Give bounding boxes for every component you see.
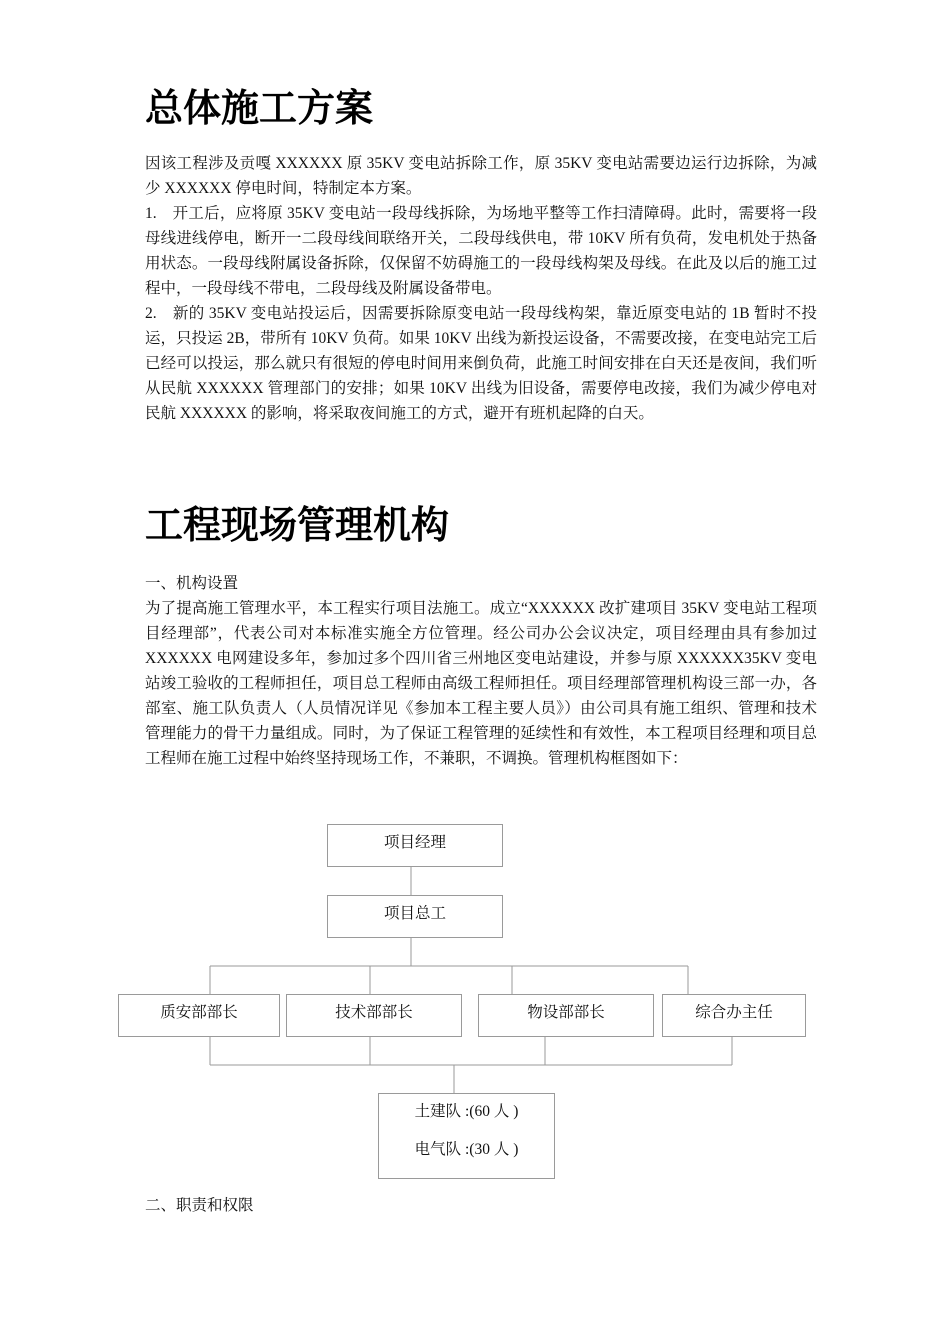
paragraph-step-1: 1. 开工后，应将原 35KV 变电站一段母线拆除，为场地平整等工作扫清障碍。此时，需要将一段母线进线停电，断开一二段母线间联络开关，二段母线供电，带 10KV 所有负荷，发电机处于热备用状态。一段母线附属设备拆除，仅保留不妨碍施工的一段母线构架及母线。在此及以后的施工过程中，一段母线不带电，二段母线及附属设备带电。 <box>145 205 817 297</box>
paragraph-step-2: 2. 新的 35KV 变电站投运后，因需要拆除原变电站一段母线构架，靠近原变电站的 1B 暂时不投运，只投运 2B，带所有 10KV 负荷。如果 10KV 出线为新投运设备，不需要改接，在变电站完工后已经可以投运，那么就只有很短的停电时间用来倒负荷，此施工时间安排在白天还是夜间，我们听从民航 XXXXXX 管理部门的安排；如果 10KV 出线为旧设备，需要停电改接，我们为减少停电对民航 XXXXXX 的影响，将采取夜间施工的方式，避开有班机起降的白天。 <box>145 305 817 422</box>
subheading-responsibilities: 二、职责和权限 <box>145 1197 254 1214</box>
paragraph-intro: 因该工程涉及贡嘎 XXXXXX 原 35KV 变电站拆除工作，原 35KV 变电站需要边运行边拆除，为减少 XXXXXX 停电时间，特制定本方案。 <box>145 155 817 197</box>
org-box-quality-safety-dept: 质安部部长 <box>118 994 280 1037</box>
team-electrical: 电气队 :(30 人 ) <box>414 1141 519 1158</box>
section-title-construction-plan: 总体施工方案 <box>145 86 374 130</box>
subheading-organization-setup: 一、机构设置 <box>145 575 239 592</box>
section-title-site-management: 工程现场管理机构 <box>145 503 450 547</box>
org-box-technical-dept: 技术部部长 <box>286 994 462 1037</box>
org-box-project-manager: 项目经理 <box>327 824 503 867</box>
team-civil: 土建队 :(60 人 ) <box>414 1103 519 1120</box>
org-box-materials-dept: 物设部部长 <box>478 994 654 1037</box>
paragraph-organization: 为了提高施工管理水平，本工程实行项目法施工。成立“XXXXXX 改扩建项目 35KV 变电站工程项目经理部”，代表公司对本标准实施全方位管理。经公司办公会议决定，项目经理由具有参加过 XXXXXX 电网建设多年，参加过多个四川省三州地区变电站建设，并参与原 XXXXXX35KV 变电站竣工验收的工程师担任，项目总工程师由高级工程师担任。项目经理部管理机构设三部一办，各部室、施工队负责人（人员情况详见《参加本工程主要人员》）由公司具有施工组织、管理和技术管理能力的骨干力量组成。同时，为了保证工程管理的延续性和有效性，本工程项目经理和项目总工程师在施工过程中始终坚持现场工作，不兼职，不调换。管理机构框图如下： <box>145 600 817 767</box>
org-box-general-office: 综合办主任 <box>662 994 806 1037</box>
org-box-chief-engineer: 项目总工 <box>327 895 503 938</box>
org-box-teams <box>378 1093 555 1179</box>
